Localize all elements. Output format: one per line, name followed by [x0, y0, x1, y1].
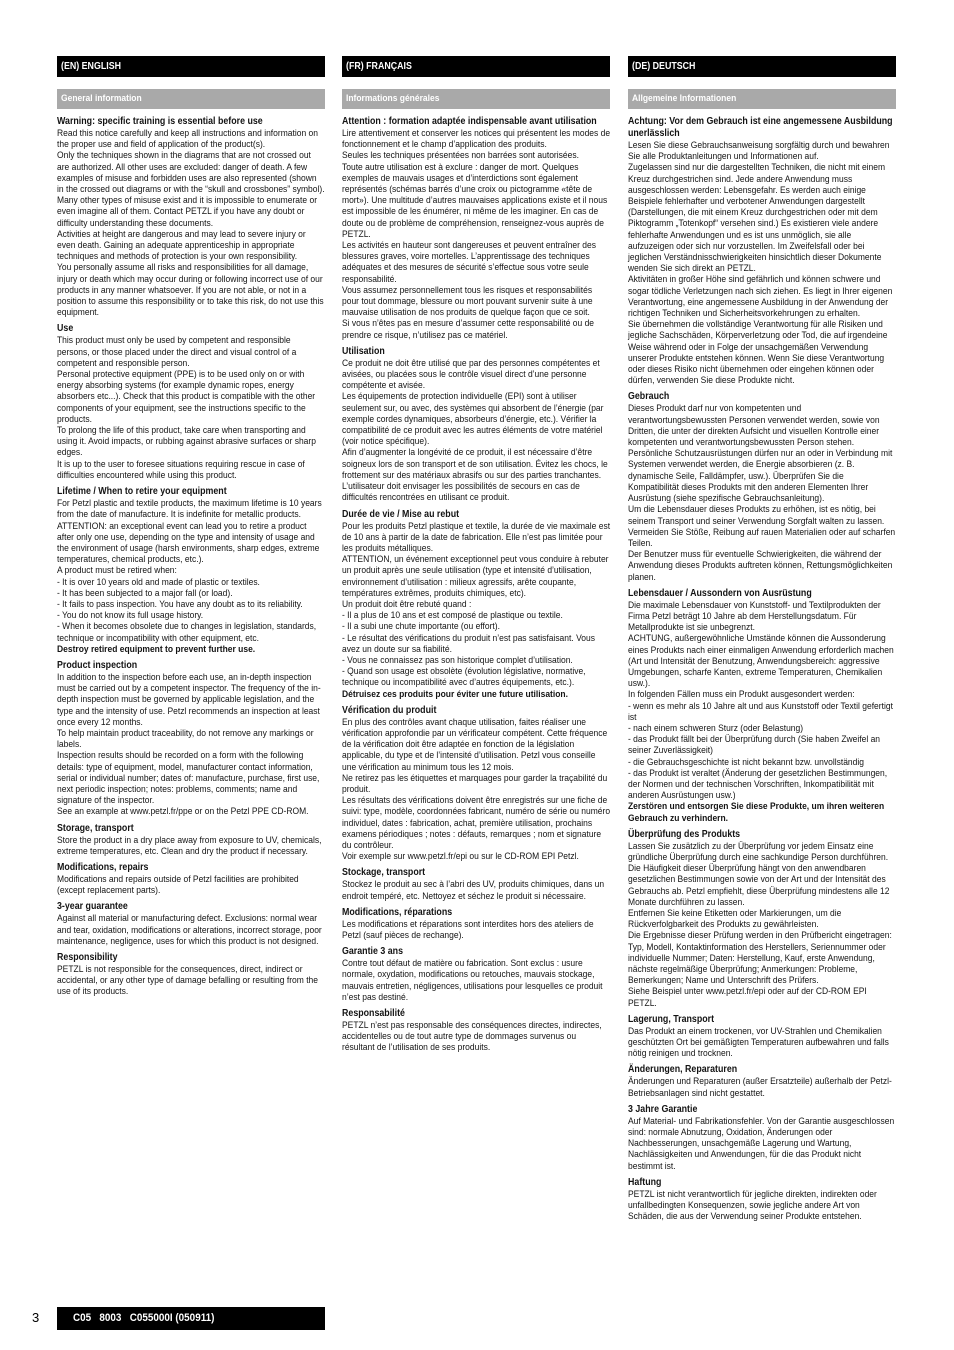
section-heading: Attention : formation adaptée indispensable avant utilisation: [342, 116, 597, 127]
paragraph: L’utilisateur doit envisager les possibilités de secours en cas de difficultés rencontrées en utilisant ce produit.: [342, 481, 580, 504]
section-heading: Gebrauch: [628, 391, 670, 403]
column-content: [57, 116, 325, 998]
column-text: [57, 116, 325, 998]
paragraph: Siehe Beispiel unter www.petzl.fr/epi oder auf der CD-ROM EPI PETZL.: [628, 986, 867, 1009]
paragraph: Die Ergebnisse dieser Prüfung werden in den Prüfbericht eingetragen: Typ, Modell, Kontaktinformation des Herstellers, Seriennummer oder individuelle Nummer; Daten: Herstellung, Kauf, erste Anwendung, nächste regelmäßige Überprüfung; Anmerkungen: Probleme, Bemerkungen; Name und Unterschrift des Prüfers.: [628, 930, 892, 987]
language-header-label: (FR) FRANÇAIS: [346, 61, 412, 72]
paragraph: PETZL is not responsible for the consequences, direct, indirect or accidental, or any other type of damage befalling or resulting from the use of its products.: [57, 964, 319, 998]
paragraph: Änderungen und Reparaturen (außer Ersatzteile) außerhalb der Petzl-Betriebsanlagen sind nicht gestattet.: [628, 1076, 892, 1099]
paragraph: Seules les techniques présentées non barrées sont autorisées.: [342, 150, 579, 162]
paragraph: Ne retirez pas les étiquettes et marquages pour garder la traçabilité du produit.: [342, 772, 608, 795]
paragraph: Pour les produits Petzl plastique et textile, la durée de vie maximale est de 10 ans à partir de la date de fabrication. Elle n’est pas limitée pour les produits métalliques.: [342, 520, 611, 554]
section-heading: Änderungen, Reparaturen: [628, 1064, 738, 1076]
section-group-bar: [342, 89, 610, 109]
paragraph: Les résultats des vérifications doivent être enregistrés sur une fiche de suivi: type, modèle, coordonnées fabricant, numéro de série ou numéro individuel, dates : fabrication, achat, première utilisation, prochains examens périodiques ; notes : défauts, remarques ; nom et signature du contrôleur.: [342, 795, 611, 851]
paragraph: Zugelassen sind nur die dargestellten Techniken, die nicht mit einem Kreuz durchgestrichen sind. Jede andere Anwendung muss ausgeschlossen werden: Lebensgefahr. Es werden auch einige Beispiele fehlerhafter und verbotener Anwendungen dargestellt (Darstellungen, die mit einem Kreuz durchgestrichen oder mit dem Piktogramm „Totenkopf“ versehen sind.) Es existieren viele andere fehlerhafte Anwendungen und es ist uns unmöglich, sie alle aufzuzeigen oder sich nur vorzustellen. Im Zweifelsfall oder bei jeglichen Verständnisschwierigkeiten hinsichtlich dieser Dokumente wenden Sie sich direkt an PETZL.: [628, 162, 886, 275]
section-heading: Responsibility: [57, 952, 118, 963]
paragraph: Read this notice carefully and keep all instructions and information on the proper use and field of application of the product(s).: [57, 128, 319, 151]
language-header-label: (EN) ENGLISH: [61, 61, 121, 72]
paragraph: For Petzl plastic and textile products, the maximum lifetime is 10 years from the date of manufacture. It is indefinite for metallic products.: [57, 498, 322, 521]
paragraph: To prolong the life of this product, take care when transporting and using it. Avoid impacts, or rubbing against abrasive surfaces or sharp edges.: [57, 425, 316, 459]
section-heading: Responsabilité: [342, 1008, 405, 1020]
section-heading: Garantie 3 ans: [342, 946, 403, 958]
section-heading: Lifetime / When to retire your equipment: [57, 486, 227, 498]
list-item: - wenn es mehr als 10 Jahre alt und aus Kunststoff oder Textil gefertigt ist: [628, 700, 893, 723]
section-heading: Use: [57, 323, 74, 335]
paragraph: Lesen Sie diese Gebrauchsanweisung sorgfältig durch und bewahren Sie alle Produktanleitungen und Informationen auf.: [628, 140, 890, 163]
warning-note: Détruisez ces produits pour éviter une future utilisation.: [342, 688, 568, 700]
language-header-bar: [628, 56, 896, 77]
section-heading: Lebensdauer / Aussondern von Ausrüstung: [628, 587, 812, 599]
section-group-bar: [57, 89, 325, 109]
language-header-bar: [57, 56, 325, 77]
paragraph: Activities at height are dangerous and may lead to severe injury or even death. Gaining an adequate apprenticeship in appropriate techniques and methods of protection is your own responsibility.: [57, 228, 306, 263]
list-item: - Vous ne connaissez pas son historique complet d’utilisation.: [342, 654, 573, 666]
paragraph: Toute autre utilisation est à exclure : danger de mort. Quelques exemples de mauvais usages et d’interdictions sont également représentés (schémas barrés d’une croix ou pictogramme «tête de mort»). Une multitude d’autres mauvaises applications existe et il nous est impossible de les énumérer, ni même de les imaginer. En cas de doute ou de problème de compréhension, renseignez-vous auprès de PETZL.: [342, 161, 608, 240]
list-item: - die Gebrauchsgeschichte ist nicht bekannt bzw. unvollständig: [628, 756, 864, 768]
column-french: [342, 56, 610, 1054]
paragraph: Les activités en hauteur sont dangereuses et peuvent entraîner des blessures graves, voire mortelles. L’apprentissage des techniques adéquates et des mesures de sécurité s’effectue sous votre seule responsabilité.: [342, 240, 596, 285]
section-heading: Lagerung, Transport: [628, 1013, 715, 1025]
paragraph: PETZL ist nicht verantwortlich für jegliche direkten, indirekten oder unfallbedingten Konsequenzen, sowie jegliche andere Art von Schäden, die aus der Verwendung seiner Produkte entstehen.: [628, 1188, 877, 1223]
paragraph: Die maximale Lebensdauer von Kunststoff- und Textilprodukten der Firma Petzl beträgt 10 Jahre ab dem Herstellungsdatum. Für Metallprodukte ist sie unbegrenzt.: [628, 599, 881, 634]
paragraph: Auf Material- und Fabrikationsfehler. Von der Garantie ausgeschlossen sind: normale Abnutzung, Oxidation, Änderungen oder Nachbesserungen, unsachgemäße Lagerung und Wartung, Nachlässigkeiten und Anwendungen, für die das Produkt nicht bestimmt ist.: [628, 1115, 895, 1172]
section-heading: Durée de vie / Mise au rebut: [342, 508, 460, 520]
list-item: - Quand son usage est obsolète (évolution législative, normative, technique ou incompatibilité avec d’autres équipements, etc.).: [342, 666, 586, 689]
section-heading: Product inspection: [57, 659, 138, 671]
paragraph: Lire attentivement et conserver les notices qui présentent les modes de fonctionnement et le champ d’application des produits.: [342, 128, 611, 151]
paragraph: Voir exemple sur www.petzl.fr/epi ou sur le CD-ROM EPI Petzl.: [342, 851, 579, 863]
paragraph: Modifications and repairs outside of Petzl facilities are prohibited (except replacement parts).: [57, 873, 299, 897]
section-group-label: General information: [61, 93, 142, 104]
column-content: [342, 116, 610, 1054]
list-item: - It fails to pass inspection. You have any doubt as to its reliability.: [57, 598, 303, 610]
section-heading: Überprüfung des Produkts: [628, 828, 741, 840]
paragraph: Les équipements de protection individuelle (EPI) sont à utiliser seulement sur, ou avec, des systèmes qui absorbent de l’énergie (par exemple cordes dynamiques, absorbeurs d’énergie, etc.). Vérifier la compatibilité de ce produit avec les autres éléments de votre matériel (voir notice spécifique).: [342, 391, 604, 448]
column-text: [628, 116, 896, 1222]
paragraph: Entfernen Sie keine Etiketten oder Markierungen, um die Rückverfolgbarkeit des Produkts zu gewährleisten.: [628, 908, 842, 931]
list-item: - Le résultat des vérifications du produit n’est pas satisfaisant. Vous avez un doute sur sa fiabilité.: [342, 632, 595, 655]
paragraph: Persönliche Schutzausrüstungen dürfen nur an oder in Verbindung mit Systemen verwendet werden, die Energie absorbieren (z. B. dynamische Seile, Falldämpfer, usw.). Überprüfen Sie die Kompatibilität dieses Produkts mit den anderen Elementen Ihrer Ausrüstung (siehe spezifische Gebrauchsanleitung).: [628, 448, 893, 505]
warning-note: Destroy retired equipment to prevent further use.: [57, 643, 256, 655]
paragraph: ATTENTION: an exceptional event can lead you to retire a product after only one use, depending on the type and intensity of usage and the environment of usage (harsh environments, sharp edges, extreme temperatures, chemical products, etc.).: [57, 520, 320, 566]
section-heading: Vérification du produit: [342, 704, 437, 716]
page-number: 3: [32, 1310, 40, 1325]
paragraph: Personal protective equipment (PPE) is to be used only on or with energy absorbing systems (for example dynamic ropes, energy absorbers etc...). Check that this product is compatible with the other components of your equipment, see the instructions specific to the products.: [57, 369, 316, 425]
paragraph: In folgenden Fällen muss ein Produkt ausgesondert werden:: [628, 689, 855, 701]
column-text: [342, 116, 610, 1054]
language-header-bar: [342, 56, 610, 77]
paragraph: See an example at www.petzl.fr/ppe or on the Petzl PPE CD-ROM.: [57, 806, 309, 818]
paragraph: ACHTUNG, außergewöhnliche Umstände können die Aussonderung eines Produkts nach einer einmaligen Anwendung erforderlich machen (Art und Intensität der Benutzung, Anwendungsbereich: aggressive Umgebungen, scharfe Kanten, extreme Temperaturen, Chemikalien usw.).: [628, 633, 894, 690]
paragraph: Un produit doit être rebuté quand :: [342, 598, 472, 610]
paragraph: Les modifications et réparations sont interdites hors des ateliers de Petzl (sauf pièces de rechange).: [342, 918, 594, 941]
paragraph: Against all material or manufacturing defect. Exclusions: normal wear and tear, oxidation, modifications or alterations, incorrect storage, poor maintenance, negligence, uses for which this product is not designed.: [57, 913, 322, 947]
list-item: - You do not know its full usage history.: [57, 610, 204, 622]
section-heading: 3-year guarantee: [57, 901, 128, 913]
paragraph: Sie übernehmen die vollständige Verantwortung für alle Risiken und jegliche Sachschäden, Körperverletzung oder Tod, die auf irgendeine Weise während oder in Folge der unsachgemäßen Verwendung unserer Produkte entstehen können. Wenn Sie diese Verantwortung oder dieses Risiko nicht übernehmen oder eingehen können oder dürfen, verwenden Sie diese Produkte nicht.: [628, 319, 888, 387]
paragraph: This product must only be used by competent and responsible persons, or those placed under the direct and visual control of a competent and responsible person.: [57, 335, 297, 369]
section-heading: Haftung: [628, 1176, 662, 1188]
list-item: - Il a plus de 10 ans et est composé de plastique ou textile.: [342, 610, 563, 622]
paragraph: Vous assumez personnellement tous les risques et responsabilités pour tout dommage, blessure ou mort pouvant survenir suite à une mauvaise utilisation de nos produits de quelque façon que ce soit.: [342, 284, 593, 319]
section-group-bar: [628, 89, 896, 109]
paragraph: In addition to the inspection before each use, an in-depth inspection must be carried out by a competent inspector. The frequency of the in-depth inspection must be governed by applicable legislation, and the type and the intensity of use. Petzl recommends an inspection at least once every 12 months.: [57, 671, 321, 728]
paragraph: Si vous n’êtes pas en mesure d’assumer cette responsabilité ou de prendre ce risque, n’utilisez pas ce matériel.: [342, 318, 595, 341]
paragraph: A product must be retired when:: [57, 565, 177, 577]
language-header-label: (DE) DEUTSCH: [632, 61, 696, 72]
paragraph: Dieses Produkt darf nur von kompetenten und verantwortungsbewussten Personen verwendet werden, sowie von Dritten, die unter der direkten Aufsicht und visuellen Kontrolle einer kompetenten und verantwortungsbewussten Person stehen.: [628, 403, 880, 449]
column-german: [628, 56, 896, 1222]
paragraph: It is up to the user to foresee situations requiring rescue in case of difficulties encountered while using this product.: [57, 458, 305, 481]
section-heading: 3 Jahre Garantie: [628, 1103, 698, 1115]
section-group-label: Allgemeine Informationen: [632, 93, 737, 104]
paragraph: Inspection results should be recorded on a form with the following details: type of equipment, model, manufacturer contact information, serial or individual number; dates of: manufacture, purchase, first use, next periodic inspection; notes: problems, comments; name and signature of the inspector.: [57, 750, 320, 807]
list-item: - nach einem schweren Sturz (oder Belastung): [628, 722, 804, 734]
list-item: - das Produkt fällt bei der Überprüfung durch (Sie haben Zweifel an seiner Zuverlässigkeit): [628, 734, 881, 757]
paragraph: Ce produit ne doit être utilisé que par des personnes compétentes et avisées, ou placées sous le contrôle visuel direct d’une personne compétente et avisée.: [342, 357, 600, 392]
section-group-label: Informations générales: [346, 93, 440, 104]
list-item: - das Produkt ist veraltet (Änderung der gesetzlichen Bestimmungen, der Normen und der technischen Vorschriften, Inkompatibilität mit anderen Ausrüstungen usw.): [628, 767, 888, 802]
paragraph: ATTENTION, un événement exceptionnel peut vous conduire à rebuter un produit après une seule utilisation (type et intensité d’utilisation, environnement d’utilisation : milieux agressifs, arête coupante, températures extrêmes, produits chimiques, etc).: [342, 554, 609, 599]
warning-note: Zerstören und entsorgen Sie diese Produkte, um ihren weiteren Gebrauch zu verhindern.: [628, 801, 885, 824]
paragraph: You personally assume all risks and responsibilities for all damage, injury or death which may occur during or following incorrect use of our products in any manner whatsoever. If you are not able, or not in a position to assume this responsibility or to take this risk, do not use this equipment.: [57, 262, 324, 319]
paragraph: Stockez le produit au sec à l’abri des UV, produits chimiques, dans un endroit tempéré, etc. Nettoyez et séchez le produit si nécessaire.: [342, 879, 605, 902]
paragraph: Der Benutzer muss für eventuelle Schwierigkeiten, die während der Anwendung dieses Produkts auftreten können, Rettungsmöglichkeiten planen.: [628, 549, 893, 583]
paragraph: Aktivitäten in großer Höhe sind gefährlich und können schwere und sogar tödliche Verletzungen nach sich ziehen. Es liegt in Ihrer eigenen Verantwortung, eine angemessene Ausbildung in der Anwendung der richtigen Techniken und Sicherheitsvorkehrungen zu erhalten.: [628, 274, 893, 320]
section-heading: Stockage, transport: [342, 867, 426, 879]
footer-bar: [57, 1307, 325, 1330]
column-content: [628, 116, 896, 1222]
paragraph: PETZL n’est pas responsable des conséquences directes, indirectes, accidentelles ou de tout autre type de dommages survenus ou résultant de l’utilisation de ses produits.: [342, 1020, 602, 1054]
section-heading: Warning: specific training is essential before use: [57, 116, 263, 127]
paragraph: Afin d’augmenter la longévité de ce produit, il est nécessaire d’être soigneux lors de son transport et de son utilisation. Évitez les chocs, le frottement sur des matériaux abrasifs ou sur des parties tranchantes.: [342, 447, 608, 481]
list-item: - It has been subjected to a major fall (or load).: [57, 587, 233, 599]
paragraph: Lassen Sie zusätzlich zu der Überprüfung vor jedem Einsatz eine gründliche Überprüfung durch eine sachkundige Person durchführen. Die Häufigkeit dieser Überprüfung hängt von den anwendbaren gesetzlichen Bestimmungen sowie von der Art und der Intensität des Gebrauchs ab. Petzl empfiehlt, diese Überprüfung mindestens alle 12 Monate durchführen zu lassen.: [628, 840, 890, 908]
paragraph: To help maintain product traceability, do not remove any markings or labels.: [57, 727, 314, 751]
section-heading: Modifications, repairs: [57, 861, 149, 873]
section-heading: Achtung: Vor dem Gebrauch ist eine angemessene Ausbildung unerlässlich: [628, 116, 893, 139]
section-heading: Modifications, réparations: [342, 906, 453, 918]
list-item: - It is over 10 years old and made of plastic or textiles.: [57, 576, 260, 588]
paragraph: Das Produkt an einem trockenen, vor UV-Strahlen und Chemikalien geschützten Ort bei gemäßigten Temperaturen aufbewahren und falls nötig reinigen und trocknen.: [628, 1025, 889, 1060]
paragraph: Um die Lebensdauer dieses Produkts zu erhöhen, ist es nötig, bei seinem Transport und seiner Verwendung Sorgfalt walten zu lassen. Vermeiden Sie Stöße, Reibung auf rauen Materialien oder auf scharfen Teilen.: [628, 504, 896, 549]
paragraph: Contre tout défaut de matière ou fabrication. Sont exclus : usure normale, oxydation, modifications ou retouches, mauvais stockage, mauvais entretien, négligences, utilisations pour lesquelles ce produit n’est pas destiné.: [342, 958, 603, 1003]
paragraph: En plus des contrôles avant chaque utilisation, faites réaliser une vérification approfondie par un vérificateur compétent. Cette fréquence de la vérification doit être adaptée en fonction de la législation applicable, du type et de l’intensité d’utilisation. Petzl vous conseille une vérification au minimum tous les 12 mois.: [342, 716, 608, 773]
section-heading: Storage, transport: [57, 822, 134, 834]
paragraph: Only the techniques shown in the diagrams that are not crossed out are authorized. All other uses are excluded: danger of death. A few examples of misuse and forbidden uses are also represented (shown in the crossed out diagrams or with the “skull and crossbones” symbol). Many other types of misuse exist and it is impossible to enumerate or even imagine all of them. Contact PETZL if you have any doubt or difficulty understanding these documents.: [57, 150, 325, 229]
column-english: [57, 56, 325, 998]
list-item: - Il a subi une chute importante (ou effort).: [342, 621, 500, 633]
list-item: - When it becomes obsolete due to changes in legislation, standards, technique or incompatibility with other equipment, etc.: [57, 621, 317, 644]
section-heading: Utilisation: [342, 345, 385, 357]
document-code: C05 8003 C055000I (050911): [73, 1312, 215, 1324]
paragraph: Store the product in a dry place away from exposure to UV, chemicals, extreme temperatures, etc. Clean and dry the product if necessary.: [57, 834, 322, 857]
